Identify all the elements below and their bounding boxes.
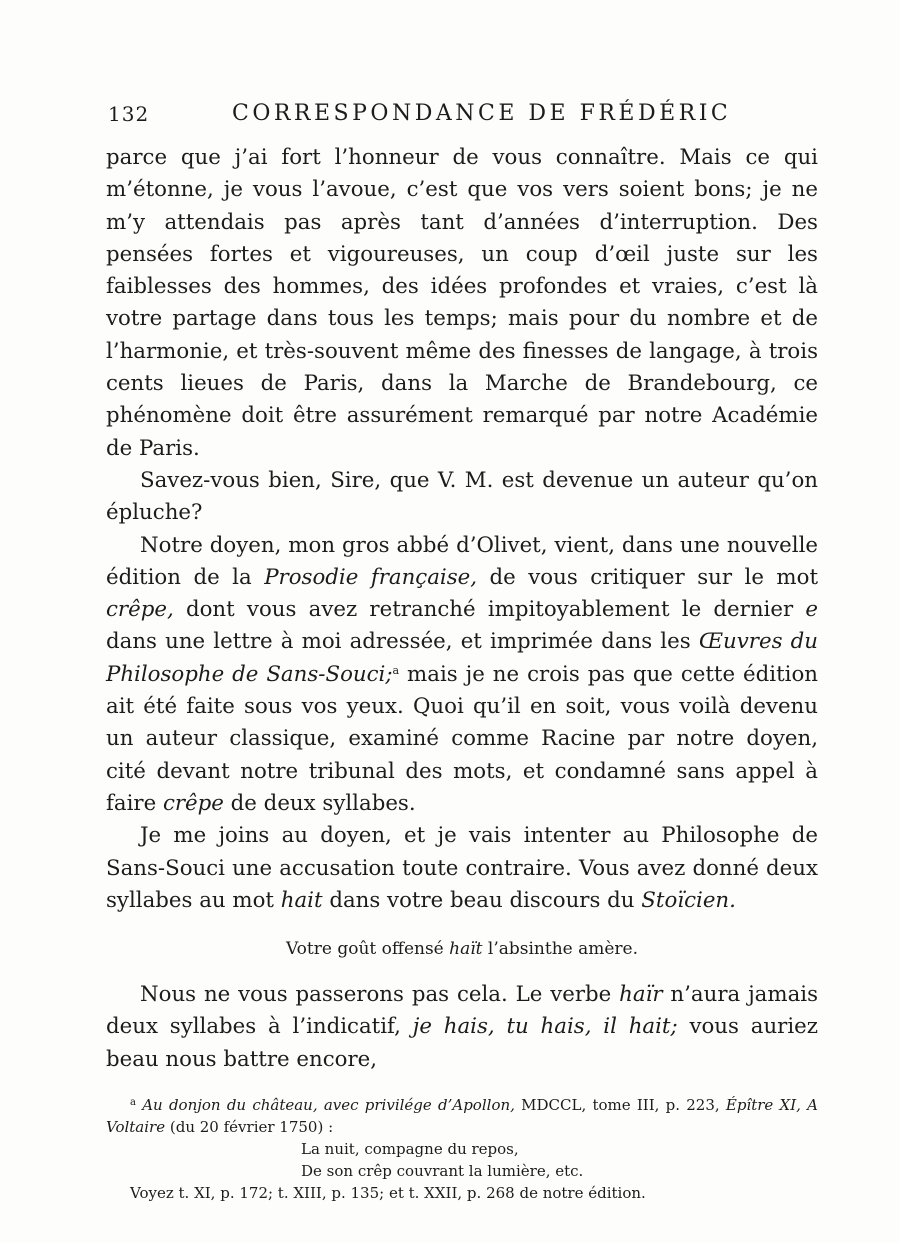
footnote-verse-2: De son crêp couvrant la lumière, etc. [301, 1162, 584, 1181]
word: crêpe [162, 790, 224, 816]
word: hait [280, 887, 323, 913]
page [106, 96, 818, 1204]
footnote-reference: Voyez t. XI, p. 172; t. XIII, p. 135; et t. XXII, p. 268 de notre édition. [130, 1184, 646, 1203]
footnote-a [106, 1094, 818, 1138]
verse-quote [106, 937, 818, 961]
page-number: 132 [108, 102, 150, 126]
running-head [106, 96, 818, 136]
footnotes [106, 1094, 818, 1204]
letter: e [805, 597, 818, 623]
text: Notre doyen, mon gros abbé d’Olivet, vient, dans une nouvelle édition de la [106, 532, 818, 590]
work-title: Prosodie française, [264, 564, 478, 590]
text: l’absinthe amère. [482, 939, 639, 960]
text: dont vous avez retranché impitoyablement le dernier [173, 597, 806, 623]
paragraph-5 [106, 979, 818, 1076]
text: dans une lettre à moi adressée, et imprimée dans les [106, 629, 699, 655]
text: dans votre beau discours du [322, 887, 642, 913]
text: de vous critiquer sur le mot [477, 564, 818, 590]
footnote-marker: a [130, 1097, 136, 1109]
word: crêpe, [106, 597, 174, 623]
word: haïr [619, 982, 663, 1008]
text: vous auriez beau nous battre encore, [106, 1014, 818, 1072]
text: Votre goût offensé [285, 939, 450, 960]
work-title: Stoïcien. [641, 887, 736, 913]
letter-body [106, 142, 818, 1076]
work-title: Épître XI, A Voltaire [106, 1096, 818, 1137]
footnote-marker[interactable]: a [392, 663, 400, 677]
text: MDCCL, tome III, p. 223, [514, 1096, 726, 1115]
conjugation: je hais, tu hais, il hait; [412, 1014, 678, 1040]
paragraph-2: Savez-vous bien, Sire, que V. M. est devenue un auteur qu’on épluche? [106, 467, 818, 526]
text: Je me joins au doyen, et je vais intenter au Philosophe de Sans-Souci une accusation toute contraire. Vous avez donné deux syllabes au mot [106, 823, 818, 913]
text: mais je ne crois pas que cette édition ait été faite sous vos yeux. Quoi qu’il en soit, vous voilà devenu un auteur classique, examiné comme Racine par notre doyen, cité devant notre tribunal des mots, et condamné sans appel à faire [106, 661, 819, 816]
paragraph-3 [106, 530, 818, 821]
word: haït [449, 939, 483, 960]
text: n’aura jamais deux syllabes à l’indicatif, [106, 982, 819, 1040]
text: Nous ne vous passerons pas cela. Le verbe [140, 982, 620, 1008]
running-title: CORRESPONDANCE DE FRÉDÉRIC [232, 101, 732, 126]
work-title: Au donjon du château, avec privilége d’Apollon, [142, 1096, 515, 1115]
work-title: Œuvres du Philosophe de Sans-Souci; [106, 629, 818, 687]
text: (du 20 février 1750) : [165, 1118, 334, 1137]
paragraph-4 [106, 820, 818, 917]
text: de deux syllabes. [223, 790, 416, 816]
footnote-verse-1: La nuit, compagne du repos, [301, 1140, 519, 1159]
paragraph-1: parce que j’ai fort l’honneur de vous connaître. Mais ce qui m’étonne, je vous l’avoue, c’est que vos vers soient bons; je ne m’y attendais pas après tant d’années d’interruption. Des pensées fortes et vigoureuses, un coup d’œil juste sur les faiblesses des hommes, des idées profondes et vraies, c’est là votre partage dans tous les temps; mais pour du nombre et de l’harmonie, et très-souvent même des finesses de langage, à trois cents lieues de Paris, dans la Marche de Brandebourg, ce phénomène doit être assurément remarqué par notre Académie de Paris. [106, 145, 818, 461]
